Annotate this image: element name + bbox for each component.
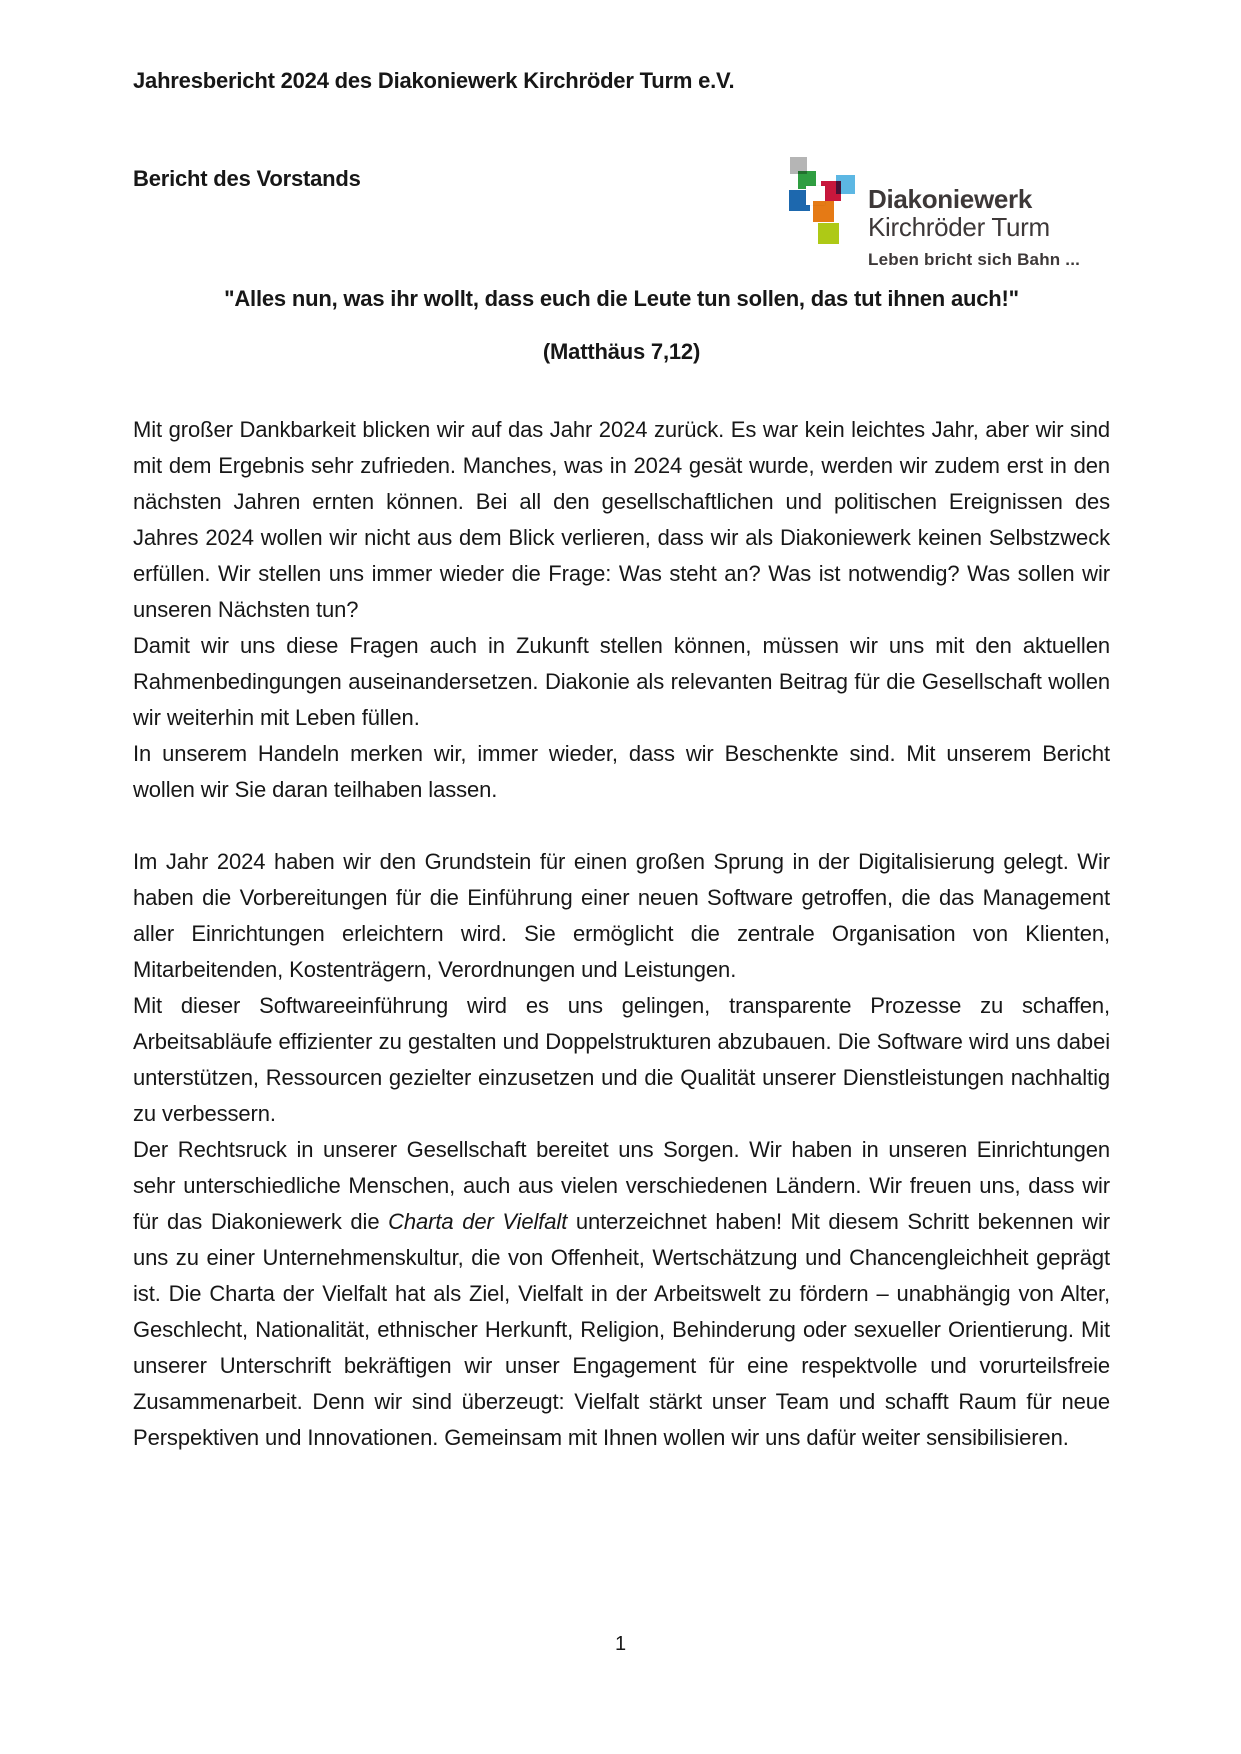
logo-name: Diakoniewerk — [868, 184, 1033, 214]
charta-der-vielfalt-italic: Charta der Vielfalt — [388, 1209, 568, 1234]
paragraph-segment: Der Rechtsruck in unserer Gesellschaft bereitet uns Sorgen. Wir haben in unseren Einrichtungen sehr unterschiedliche Menschen, auch aus vielen verschiedenen Ländern. Wir freuen uns, dass wir für das Diakoniewerk die — [133, 1137, 1110, 1234]
diakoniewerk-logo — [785, 145, 1115, 275]
paragraph: Mit großer Dankbarkeit blicken wir auf das Jahr 2024 zurück. Es war kein leichtes Jahr, aber wir sind mit dem Ergebnis sehr zufrieden. Manches, was in 2024 gesät wurde, werden wir zudem erst in den nächsten Jahren ernten können. Bei all den gesellschaftlichen und politischen Ereignissen des Jahres 2024 wollen wir nicht aus dem Blick verlieren, dass wir als Diakoniewerk keinen Selbstzweck erfüllen. Wir stellen uns immer wieder die Frage: Was steht an? Was ist notwendig? Was sollen wir unseren Nächsten tun? — [133, 417, 1110, 622]
paragraph: Im Jahr 2024 haben wir den Grundstein für einen großen Sprung in der Digitalisierung gelegt. Wir haben die Vorbereitungen für die Einführung einer neuen Software getroffen, die das Management aller Einrichtungen erleichtern wird. Sie ermöglicht die zentrale Organisation von Klienten, Mitarbeitenden, Kostenträgern, Verordnungen und Leistungen. — [133, 849, 1110, 982]
paragraph: Damit wir uns diese Fragen auch in Zukunft stellen können, müssen wir uns mit den aktuellen Rahmenbedingungen auseinandersetzen. Diakonie als relevanten Beitrag für die Gesellschaft wollen wir weiterhin mit Leben füllen. — [133, 633, 1110, 730]
logo-text — [868, 185, 1080, 270]
quote-reference: (Matthäus 7,12) — [542, 339, 701, 364]
logo-subname: Kirchröder Turm — [868, 212, 1050, 242]
logo-mark-icon — [785, 145, 863, 247]
logo-square-orange — [813, 201, 834, 222]
quote-line: "Alles nun, was ihr wollt, dass euch die Leute tun sollen, das tut ihnen auch!" — [224, 286, 1019, 311]
page-number: 1 — [614, 1633, 627, 1655]
section-heading: Bericht des Vorstands — [133, 166, 361, 191]
paragraph-gap — [133, 808, 1110, 844]
document-title: Jahresbericht 2024 des Diakoniewerk Kirchröder Turm e.V. — [133, 68, 735, 93]
report-body — [133, 412, 1110, 1456]
paragraph — [133, 1132, 1110, 1456]
paragraph-segment: unterzeichnet haben! Mit diesem Schritt bekennen wir uns zu einer Unternehmenskultur, die von Offenheit, Wertschätzung und Chancengleichheit geprägt ist. Die Charta der Vielfalt hat als Ziel, Vielfalt in der Arbeitswelt zu fördern – unabhängig von Alter, Geschlecht, Nationalität, ethnischer Herkunft, Religion, Behinderung oder sexueller Orientierung. Mit unserer Unterschrift bekräftigen wir unser Engagement für eine respektvolle und vorurteilsfreie Zusammenarbeit. Denn wir sind überzeugt: Vielfalt stärkt unser Team und schafft Raum für neue Perspektiven und Innovationen. Gemeinsam mit Ihnen wollen wir uns dafür weiter sensibilisieren. — [133, 1209, 1110, 1450]
scripture-quote — [133, 272, 1110, 378]
logo-tagline: Leben bricht sich Bahn ... — [868, 250, 1081, 269]
paragraph: In unserem Handeln merken wir, immer wieder, dass wir Beschenkte sind. Mit unserem Bericht wollen wir Sie daran teilhaben lassen. — [133, 741, 1110, 802]
logo-square-lime — [818, 223, 839, 244]
paragraph: Mit dieser Softwareeinführung wird es uns gelingen, transparente Prozesse zu schaffen, Arbeitsabläufe effizienter zu gestalten und Doppelstrukturen abzubauen. Die Software wird uns dabei unterstützen, Ressourcen gezielter einzusetzen und die Qualität unserer Dienstleistungen nachhaltig zu verbessern. — [133, 993, 1110, 1126]
